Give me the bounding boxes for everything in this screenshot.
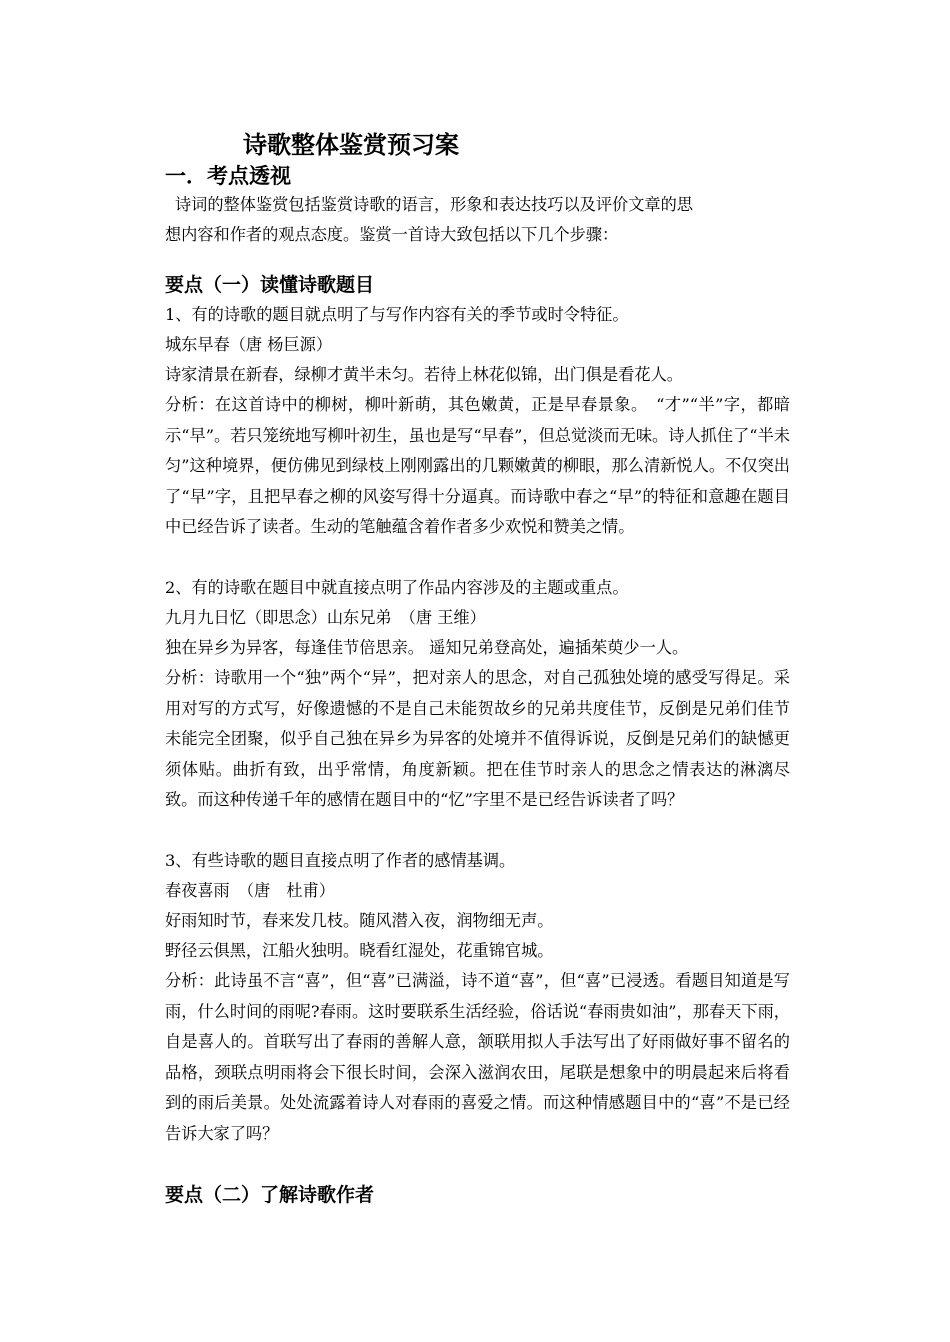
item3-poem-line-1: 好雨知时节，春来发几枝。随风潜入夜，润物细无声。 [165, 910, 554, 930]
item2-poem-line: 独在异乡为异客，每逢佳节倍思亲。 遥知兄弟登高处，遍插茱萸少一人。 [165, 637, 689, 657]
item3-poem-line-2: 野径云俱黑，江船火独明。晓看红湿处，花重锦官城。 [165, 940, 554, 960]
item3-description: 3、有些诗歌的题目直接点明了作者的感情基调。 [165, 850, 516, 870]
item2-description: 2、有的诗歌在题目中就直接点明了作品内容涉及的主题或重点。 [165, 577, 629, 597]
document-page [165, 128, 790, 1210]
item1-analysis: 分析：在这首诗中的柳树，柳叶新萌，其色嫩黄，正是早春景象。 “才”“半”字，都暗示“早”。若只笼统地写柳叶初生，虽也是写“早春”，但总觉淡而无味。诗人抓住了“半未匀”这种境界，便仿佛见到绿枝上刚刚露出的几颗嫩黄的柳眼，那么清新悦人。不仅突出了“早”字，且把早春之柳的风姿写得十分逼真。而诗歌中春之“早”的特征和意趣在题目中已经告诉了读者。生动的笔触蕴含着作者多少欢悦和赞美之情。 [165, 395, 790, 537]
item1-poem-line: 诗家清景在新春，绿柳才黄半未匀。若待上林花似锦，出门俱是看花人。 [165, 365, 683, 384]
intro-line-1: 诗词的整体鉴赏包括鉴赏诗歌的语言，形象和表达技巧以及评价文章的思 [175, 195, 693, 214]
item1-poem-title: 城东早春（唐 杨巨源） [165, 335, 333, 354]
item3-poem-title: 春夜喜雨 （唐 杜甫） [165, 880, 335, 900]
document-title: 诗歌整体鉴赏预习案 [243, 131, 459, 159]
item3-analysis: 分析：此诗虽不言“喜”，但“喜”已满溢，诗不道“喜”，但“喜”已浸透。看题目知道是写雨，什么时间的雨呢?春雨。这时要联系生活经验，俗话说“春雨贵如油”，那春天下雨，自是喜人的。首联写出了春雨的善解人意，颔联用拟人手法写出了好雨做好事不留名的品格，颈联点明雨将会下很长时间，会深入滋润农田，尾联是想象中的明晨起来后将看到的雨后美景。处处流露着诗人对春雨的喜爱之情。而这种情感题目中的“喜”不是已经告诉大家了吗？ [165, 970, 790, 1143]
item2-poem-title: 九月九日忆（即思念）山东兄弟 （唐 王维） [165, 607, 486, 627]
point2-heading: 要点（二）了解诗歌作者 [165, 1183, 375, 1206]
intro-line-2: 想内容和作者的观点态度。鉴赏一首诗大致包括以下几个步骤： [165, 225, 619, 244]
item2-analysis: 分析：诗歌用一个“独”两个“异”，把对亲人的思念，对自己孤独处境的感受写得足。采用对写的方式写，好像遗憾的不是自己未能贺故乡的兄弟共度佳节，反倒是兄弟们佳节未能完全团聚，似乎自己独在异乡为异客的处境并不值得诉说，反倒是兄弟们的缺憾更须体贴。曲折有致，出乎常情，角度新颖。把在佳节时亲人的思念之情表达的淋漓尽致。而这种传递千年的感情在题目中的“忆”字里不是已经告诉读者了吗？ [165, 667, 790, 810]
item1-description: 1、有的诗歌的题目就点明了与写作内容有关的季节或时令特征。 [165, 305, 629, 324]
point1-heading: 要点（一）读懂诗歌题目 [165, 274, 375, 296]
section-title-exam-points: 一．考点透视 [165, 164, 291, 188]
